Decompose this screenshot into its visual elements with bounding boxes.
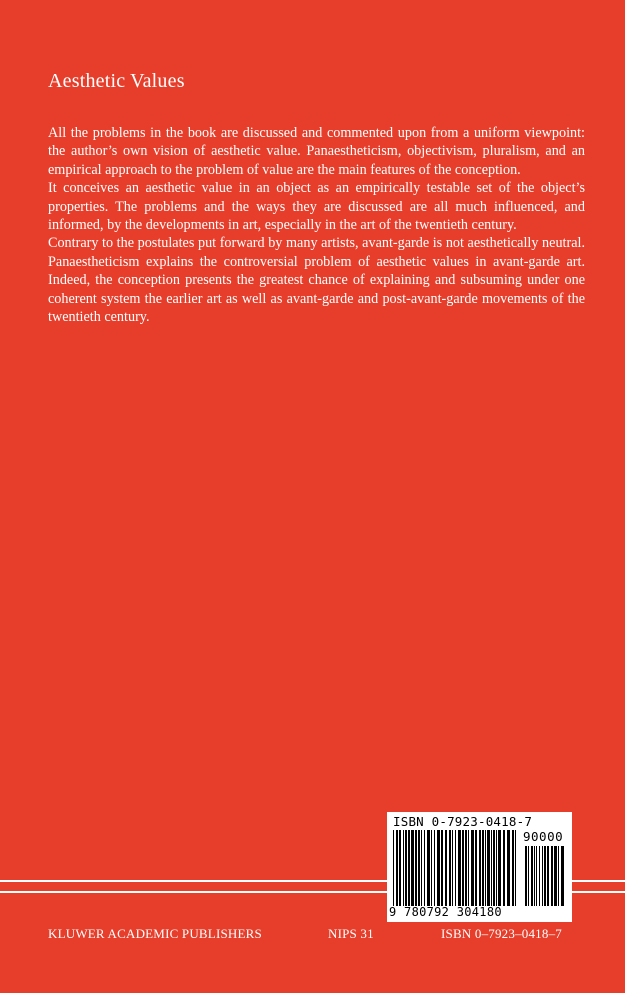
barcode-addon-digits: 90000	[523, 829, 564, 844]
barcode-bar	[441, 830, 443, 906]
series-number: NIPS 31	[328, 926, 374, 941]
barcode-bar	[431, 830, 432, 906]
publisher-name: KLUWER ACADEMIC PUBLISHERS	[48, 926, 262, 941]
barcode-bar	[405, 830, 407, 906]
barcode-bar	[434, 830, 435, 906]
blurb-paragraph: All the problems in the book are discussed and commented upon from a uniform viewpoint: the author’s own vision of aesthetic value. Panaestheticism, objectivism, pluralism, and an empirical approach to the problem of value are the main features of the conception.	[48, 125, 585, 178]
barcode-isbn-label: ISBN 0-7923-0418-7	[393, 814, 533, 829]
barcode-bar	[452, 830, 453, 906]
barcode-bar	[507, 830, 510, 906]
addon-barcode-bars	[525, 846, 567, 906]
barcode-bar	[539, 846, 540, 906]
barcode-bar	[396, 830, 398, 906]
barcode-bar	[475, 830, 477, 906]
barcode-bar	[462, 830, 464, 906]
barcode-bar	[418, 830, 420, 906]
isbn-barcode	[387, 812, 572, 922]
barcode-bar	[424, 830, 425, 906]
barcode-bar	[547, 846, 549, 906]
barcode-bar	[421, 830, 422, 906]
barcode-bar	[558, 846, 559, 906]
barcode-bar	[411, 830, 414, 906]
barcode-bar	[445, 830, 447, 906]
barcode-bar	[551, 846, 553, 906]
barcode-ean-digits: 9 780792 304180	[389, 905, 502, 919]
barcode-bar	[515, 830, 516, 906]
barcode-bar	[491, 830, 492, 906]
barcode-bar	[415, 830, 417, 906]
barcode-bar	[561, 846, 564, 906]
barcode-bar	[512, 830, 514, 906]
barcode-bar	[479, 830, 481, 906]
ean-barcode-bars	[393, 830, 519, 906]
barcode-bar	[455, 830, 456, 906]
blurb-paragraph: Contrary to the postulates put forward by many artists, avant-garde is not aesthetically neutral. Panaestheticism explains the controversial problem of aesthetic values in avant-garde art. Indeed, the conception presents the greatest chance of explaining and subsuming under one coherent system the earlier art as well as avant-garde and post-avant-garde movements of the twentieth century.	[48, 235, 585, 326]
barcode-bar	[544, 846, 546, 906]
barcode-bar	[403, 830, 404, 906]
barcode-bar	[437, 830, 440, 906]
barcode-bar	[536, 846, 537, 906]
back-cover-blurb	[48, 124, 585, 326]
footer-isbn: ISBN 0–7923–0418–7	[441, 926, 562, 941]
barcode-bar	[427, 830, 430, 906]
barcode-bar	[493, 830, 495, 906]
barcode-bar	[487, 830, 490, 906]
barcode-bar	[468, 830, 469, 906]
barcode-bar	[458, 830, 461, 906]
barcode-bar	[534, 846, 535, 906]
barcode-bar	[542, 846, 543, 906]
barcode-bar	[449, 830, 451, 906]
barcode-bar	[485, 830, 486, 906]
barcode-bar	[471, 830, 474, 906]
barcode-bar	[525, 846, 527, 906]
book-title: Aesthetic Values	[48, 70, 185, 92]
barcode-bar	[554, 846, 557, 906]
blurb-paragraph: It conceives an aesthetic value in an object as an empirically testable set of the object’s properties. The problems and the ways they are discussed are all much influenced, and informed, by the developments in art, especially in the art of the twentieth century.	[48, 180, 585, 234]
barcode-bar	[399, 830, 401, 906]
barcode-bar	[528, 846, 529, 906]
barcode-bar	[393, 830, 394, 906]
barcode-bar	[531, 846, 533, 906]
barcode-bar	[498, 830, 501, 906]
barcode-bar	[482, 830, 484, 906]
barcode-bar	[496, 830, 497, 906]
barcode-bar	[408, 830, 410, 906]
barcode-bar	[465, 830, 467, 906]
barcode-bar	[503, 830, 505, 906]
